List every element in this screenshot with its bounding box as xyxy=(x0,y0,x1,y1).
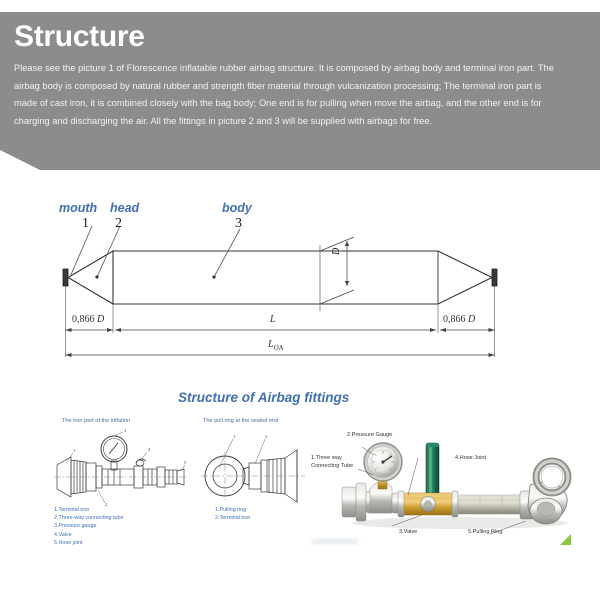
callout-label-mouth: mouth xyxy=(59,201,98,215)
page-title: Structure xyxy=(14,20,145,53)
inflation-legend-item-3: 3.Pressure gauge xyxy=(54,523,97,530)
panel-inflation-caption: The iron part of the inflation xyxy=(62,418,131,424)
photo-label-1-line1: 1.Three way xyxy=(311,455,342,461)
dimension-body-length-symbol: L xyxy=(270,314,276,325)
callout-number-3: 3 xyxy=(235,216,242,231)
photo-label-hose-joint: 4.Hose Joint xyxy=(455,455,487,461)
panel-pullring-caption: The pull ring at the sealed end xyxy=(203,418,279,424)
dimension-body-length xyxy=(270,314,276,325)
dimension-left-cone-symbol: D xyxy=(97,314,105,325)
inflation-legend-item-4: 4.Valve xyxy=(54,531,72,538)
photo-valve-body xyxy=(398,491,458,517)
inflation-legend-item-5: 5.Hose joint xyxy=(54,539,83,546)
callout-number-1: 1 xyxy=(82,216,89,231)
pullring-legend-item-1: 1.Pulling ring xyxy=(215,507,247,513)
right-terminal-iron xyxy=(492,269,497,286)
pullring-legend xyxy=(215,506,250,522)
photo-label-1-line2: Connecting Tube xyxy=(311,462,354,469)
dimension-overall-symbol: L xyxy=(268,339,274,350)
svg-text:5: 5 xyxy=(184,460,187,465)
airbag-structure-diagram xyxy=(0,185,600,375)
inflation-legend-item-1: 1.Terminal iron xyxy=(54,507,90,513)
inflation-legend xyxy=(54,506,124,547)
callout-number-2: 2 xyxy=(115,216,122,231)
page-artifact-smudge xyxy=(312,540,358,543)
green-triangle-decoration xyxy=(560,534,571,545)
svg-text:1: 1 xyxy=(233,434,236,439)
inflation-legend-item-2: 2.Three-way connecting tube xyxy=(54,515,124,522)
svg-text:1: 1 xyxy=(73,448,76,453)
photo-pulling-ring xyxy=(520,461,568,524)
dimension-right-cone-value: 0,866 xyxy=(443,314,466,325)
panel-fittings-photo xyxy=(311,425,592,550)
dimension-row-primary xyxy=(66,328,495,332)
photo-label-pulling-ring: 5.Pulling Ring xyxy=(468,529,503,535)
panel-pull-ring-sealed-end xyxy=(193,418,328,538)
dimension-left-cone xyxy=(72,314,104,325)
pullring-legend-item-2: 2.Terminal iron xyxy=(215,515,251,522)
callout-label-head: head xyxy=(110,201,140,215)
dimension-diameter xyxy=(331,248,342,255)
photo-valve-handle xyxy=(426,443,439,498)
fittings-section-title: Structure of Airbag fittings xyxy=(178,390,350,405)
dimension-left-cone-value: 0,866 xyxy=(72,314,95,325)
dimension-row-overall xyxy=(66,353,495,357)
photo-three-way-connecting-tube xyxy=(342,481,402,521)
pull-ring-drawing xyxy=(193,428,328,513)
header-description: Please see the picture 1 of Florescence inflatable rubber airbag structure. It is composed by airbag body and terminal iron part. The airbag body is composed by natural rubber and strength fiber material through vulcanization processing; The terminal iron part is made of cast iron, it is combined closely with the bag body; One end is for pulling when move the airbag, and the other end is for charging and discharging the air. All the fittings in picture 2 and 3 will be supplied with airbags for free. xyxy=(14,63,554,126)
svg-text:4: 4 xyxy=(148,447,151,452)
pullring-part-numbers xyxy=(233,434,267,439)
fittings-photo-illustration xyxy=(330,425,592,550)
inflation-iron-part-drawing xyxy=(52,427,187,517)
callout-label-body: body xyxy=(222,201,252,215)
dimension-right-cone xyxy=(443,314,475,325)
inflation-part-numbers xyxy=(73,428,187,507)
dimension-overall-subscript: OA xyxy=(273,344,284,352)
svg-text:2: 2 xyxy=(105,502,108,507)
dimension-right-cone-symbol: D xyxy=(468,314,476,325)
photo-label-three-way-tube xyxy=(311,455,353,470)
svg-text:3: 3 xyxy=(124,428,127,433)
photo-label-valve: 3.Valve xyxy=(399,529,418,535)
photo-hose-joint xyxy=(458,495,524,514)
svg-text:2: 2 xyxy=(265,434,268,439)
dimension-overall-length xyxy=(268,339,284,352)
photo-label-pressure-gauge: 2.Pressure Gauge xyxy=(347,432,393,438)
panel-inflation-iron-part xyxy=(52,418,187,548)
dimension-diameter-symbol: D xyxy=(331,247,342,255)
photo-pressure-gauge xyxy=(364,443,402,489)
